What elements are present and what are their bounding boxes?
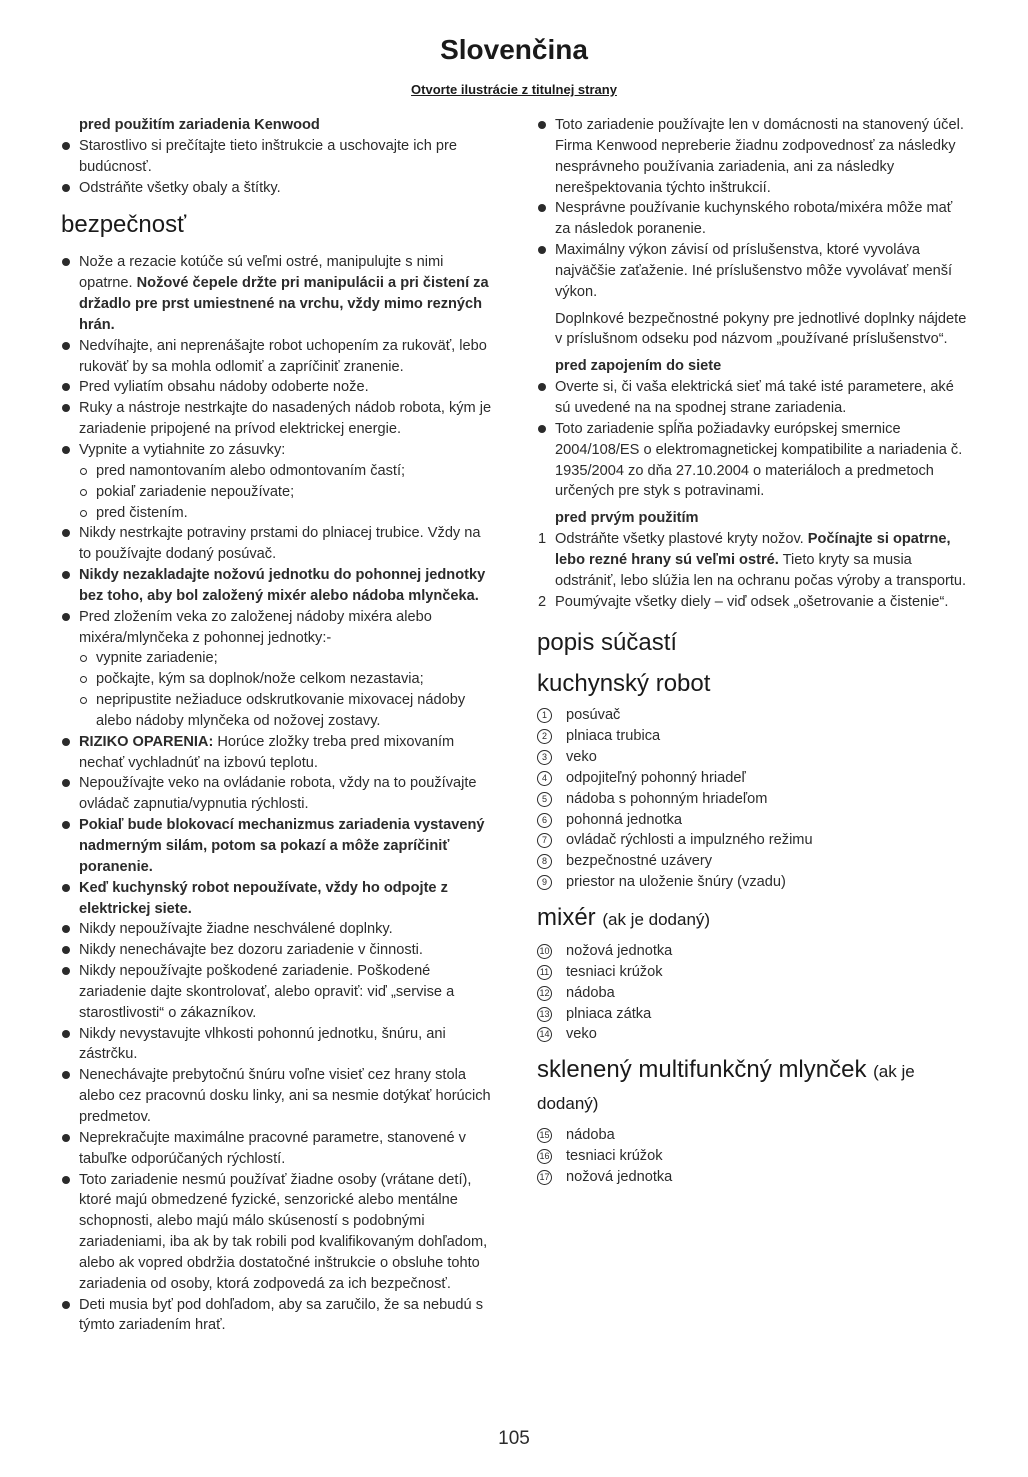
- list-item: Overte si, či vaša elektrická sieť má také isté parametere, aké sú uvedené na na spodnej strane zariadenia.: [537, 377, 971, 419]
- note-paragraph: Doplnkové bezpečnostné pokyny pre jednotlivé doplnky nájdete v príslušnom odseku pod názvom „používané príslušenstvo“.: [555, 310, 967, 348]
- list-item: Nikdy nezakladajte nožovú jednotku do pohonnej jednotky bez toho, aby bol založený mixér alebo nádoba mlynčeka.: [61, 565, 493, 607]
- part-label: nožová jednotka: [566, 943, 673, 959]
- numbered-item: [537, 592, 971, 613]
- sub-list-item: pokiaľ zariadenie nepoužívate;: [61, 482, 493, 503]
- part-number: 14: [537, 1027, 552, 1042]
- item-text: Tieto kryty sa musia odstrániť, lebo slúžia len na ochranu počas výroby a transportu.: [555, 551, 967, 589]
- page-title: Slovenčina: [440, 34, 588, 65]
- part-number: 5: [537, 792, 552, 807]
- list-item: Ruky a nástroje nestrkajte do nasadených nádob robota, kým je zariadenie pripojené na prívod elektrickej energie.: [61, 398, 493, 440]
- mill-heading: [537, 1055, 971, 1119]
- illustrations-note: Otvorte ilustrácie z titulnej strany: [411, 82, 617, 97]
- right-column: [537, 115, 971, 1188]
- section-heading-first-use: pred prvým použitím: [555, 510, 699, 527]
- list-item: Maximálny výkon závisí od príslušenstva, ktoré vyvoláva najväčšie zaťaženie. Iné príslušenstvo môže vyvolávať menší výkon.: [537, 240, 971, 303]
- part-item: [537, 851, 971, 872]
- robot-parts-list: [537, 705, 971, 893]
- part-number: 15: [537, 1128, 552, 1143]
- part-label: nádoba s pohonným hriadeľom: [566, 790, 768, 807]
- robot-heading: kuchynský robot: [537, 670, 711, 698]
- list-item: Toto zariadenie používajte len v domácnosti na stanovený účel. Firma Kenwood nepreberie žiadnu zodpovednosť za následky nesprávneho používania zariadenia, ani za následky nerešpektovania týchto inštrukcií.: [537, 115, 971, 198]
- part-number: 4: [537, 771, 552, 786]
- mixer-parts-list: [537, 941, 971, 1045]
- part-item: [537, 1167, 971, 1188]
- part-label: plniaca trubica: [566, 728, 661, 745]
- part-item: [537, 1125, 971, 1146]
- item-text: Horúce zložky treba pred mixovaním nechať vychladnúť na izbovú teplotu.: [79, 733, 455, 771]
- list-item: Nikdy nenechávajte bez dozoru zariadenie v činnosti.: [61, 940, 493, 961]
- part-number: 11: [537, 965, 552, 980]
- part-item: [537, 830, 971, 851]
- part-label: tesniaci krúžok: [566, 1148, 663, 1165]
- numbered-item: [537, 529, 971, 592]
- left-column: [61, 115, 493, 1336]
- list-item: Nikdy nepoužívajte poškodené zariadenie. Poškodené zariadenie dajte skontrolovať, alebo opraviť: viď „servise a starostlivosti“ o zákazníkov.: [61, 961, 493, 1024]
- list-item: Pred vyliatím obsahu nádoby odoberte nože.: [61, 377, 493, 398]
- part-item: [537, 941, 971, 962]
- mill-note: (ak je: [873, 1062, 915, 1082]
- part-number: 1: [537, 708, 552, 723]
- part-item: [537, 872, 971, 893]
- item-text-bold: RIZIKO OPARENIA:: [79, 733, 214, 750]
- item-text-bold: Počínajte si opatrne, lebo rezné hrany sú veľmi ostré.: [555, 531, 951, 568]
- mill-title: sklenený multifunkčný mlynček: [537, 1056, 867, 1084]
- mill-note-cont: dodaný): [537, 1094, 599, 1114]
- list-item: Nedvíhajte, ani neprenášajte robot uchopením za rukoväť, lebo rukoväť by sa mohla odlomiť a zapríčiniť zranenie.: [61, 336, 493, 378]
- list-item: Nesprávne používanie kuchynského robota/mixéra môže mať za následok poranenie.: [537, 198, 971, 240]
- part-label: bezpečnostné uzávery: [566, 853, 713, 870]
- item-number: 2: [538, 593, 547, 610]
- part-number: 13: [537, 1007, 552, 1022]
- list-item: Deti musia byť pod dohľadom, aby sa zaručilo, že sa nebudú s týmto zariadením hrať.: [61, 1295, 493, 1337]
- part-label: nádoba: [566, 1127, 615, 1144]
- sub-list-item: vypnite zariadenie;: [61, 648, 493, 669]
- part-label: veko: [566, 1026, 597, 1043]
- item-text: Odstráňte všetky plastové kryty nožov.: [555, 531, 808, 548]
- part-label: priestor na uloženie šnúry (vzadu): [566, 874, 786, 891]
- sub-list-item: počkajte, kým sa doplnok/nože celkom nezastavia;: [61, 669, 493, 690]
- part-label: odpojiteľný pohonný hriadeľ: [566, 769, 746, 786]
- list-item: Nenechávajte prebytočnú šnúru voľne visieť cez hrany stola alebo cez pracovnú dosku linky, ani sa nesmie dotýkať horúcich predmetov.: [61, 1065, 493, 1128]
- item-text: Poumývajte všetky diely – viď odsek „ošetrovanie a čistenie“.: [555, 593, 949, 610]
- parts-heading: popis súčastí: [537, 629, 678, 657]
- list-item: Neprekračujte maximálne pracovné parametre, stanovené v tabuľke odporúčaných rýchlostí.: [61, 1128, 493, 1170]
- part-item: [537, 1004, 971, 1025]
- list-item: Nepoužívajte veko na ovládanie robota, vždy na to používajte ovládač zapnutia/vypnutia rýchlosti.: [61, 773, 493, 815]
- part-number: 2: [537, 729, 552, 744]
- part-label: pohonná jednotka: [566, 811, 683, 828]
- part-label: plniaca zátka: [566, 1005, 652, 1022]
- part-number: 7: [537, 833, 552, 848]
- part-number: 16: [537, 1149, 552, 1164]
- section-heading-before-use: pred použitím zariadenia Kenwood: [79, 117, 320, 133]
- part-label: posúvač: [566, 707, 621, 724]
- part-item: [537, 1024, 971, 1045]
- part-number: 10: [537, 944, 552, 959]
- part-number: 17: [537, 1170, 552, 1185]
- mixer-title: mixér: [537, 904, 596, 931]
- mixer-heading: [537, 903, 971, 935]
- list-item: Pokiaľ bude blokovací mechanizmus zariadenia vystavený nadmerným silám, potom sa pokazí a môže zapríčiniť poranenie.: [61, 815, 493, 878]
- part-item: [537, 705, 971, 726]
- list-item: Vypnite a vytiahnite zo zásuvky:: [61, 440, 493, 461]
- safety-heading: bezpečnosť: [61, 211, 187, 239]
- mill-parts-list: [537, 1125, 971, 1188]
- list-item: [61, 252, 493, 335]
- part-item: [537, 810, 971, 831]
- part-item: [537, 768, 971, 789]
- part-label: nožová jednotka: [566, 1168, 673, 1185]
- sub-list-item: nepripustite nežiaduce odskrutkovanie mixovacej nádoby alebo nádoby mlynčeka od nožovej zostavy.: [61, 690, 493, 732]
- part-number: 12: [537, 986, 552, 1001]
- item-text: Nože a rezacie kotúče sú veľmi ostré, manipulujte s nimi opatrne.: [79, 254, 444, 292]
- part-item: [537, 726, 971, 747]
- list-item: [61, 732, 493, 774]
- list-item: Toto zariadenie spĺňa požiadavky európskej smernice 2004/108/ES o elektromagnetickej kompatibilite a nariadenia č. 1935/2004 zo dňa 27.10.2004 o materiáloch a predmetoch určených pre styk s potravinami.: [537, 419, 971, 502]
- item-number: 1: [538, 531, 547, 548]
- part-number: 6: [537, 813, 552, 828]
- part-number: 9: [537, 875, 552, 890]
- mixer-note: (ak je dodaný): [602, 910, 711, 929]
- list-item: Nikdy nepoužívajte žiadne neschválené doplnky.: [61, 919, 493, 940]
- page-number: 105: [498, 1428, 530, 1449]
- list-item: Odstráňte všetky obaly a štítky.: [61, 178, 493, 199]
- sub-list-item: pred namontovaním alebo odmontovaním častí;: [61, 461, 493, 482]
- item-text-bold: Nožové čepele držte pri manipulácii a pri čistení za držadlo pre prst umiestnené na vrchu, vždy mimo rezných hrán.: [79, 275, 489, 333]
- part-item: [537, 983, 971, 1004]
- list-item: Starostlivo si prečítajte tieto inštrukcie a uschovajte ich pre budúcnosť.: [61, 136, 493, 178]
- part-number: 8: [537, 854, 552, 869]
- list-item: Pred zložením veka zo založenej nádoby mixéra alebo mixéra/mlynčeka z pohonnej jednotky:-: [61, 607, 493, 649]
- part-item: [537, 1146, 971, 1167]
- list-item: Nikdy nestrkajte potraviny prstami do plniacej trubice. Vždy na to používajte dodaný posúvač.: [61, 523, 493, 565]
- part-item: [537, 789, 971, 810]
- list-item: Nikdy nevystavujte vlhkosti pohonnú jednotku, šnúru, ani zástrčku.: [61, 1024, 493, 1066]
- part-number: 3: [537, 750, 552, 765]
- part-label: ovládač rýchlosti a impulzného režimu: [566, 832, 813, 849]
- sub-list-item: pred čistením.: [61, 503, 493, 524]
- part-label: nádoba: [566, 984, 615, 1001]
- list-item: Toto zariadenie nesmú používať žiadne osoby (vrátane detí), ktoré majú obmedzené fyzické, senzorické alebo mentálne schopnosti, alebo majú málo skúseností s podobnými zariadeniami, iba ak by tak robili pod kvalifikovaným dohľadom, alebo ak vopred obdržia dostatočné inštrukcie o obsluhe tohto zariadenia od osoby, ktorá zodpovedá za ich bezpečnosť.: [61, 1170, 493, 1295]
- list-item: Keď kuchynský robot nepoužívate, vždy ho odpojte z elektrickej siete.: [61, 878, 493, 920]
- part-label: tesniaci krúžok: [566, 963, 663, 980]
- section-heading-mains: pred zapojením do siete: [555, 358, 722, 375]
- part-item: [537, 747, 971, 768]
- part-label: veko: [566, 749, 597, 766]
- part-item: [537, 962, 971, 983]
